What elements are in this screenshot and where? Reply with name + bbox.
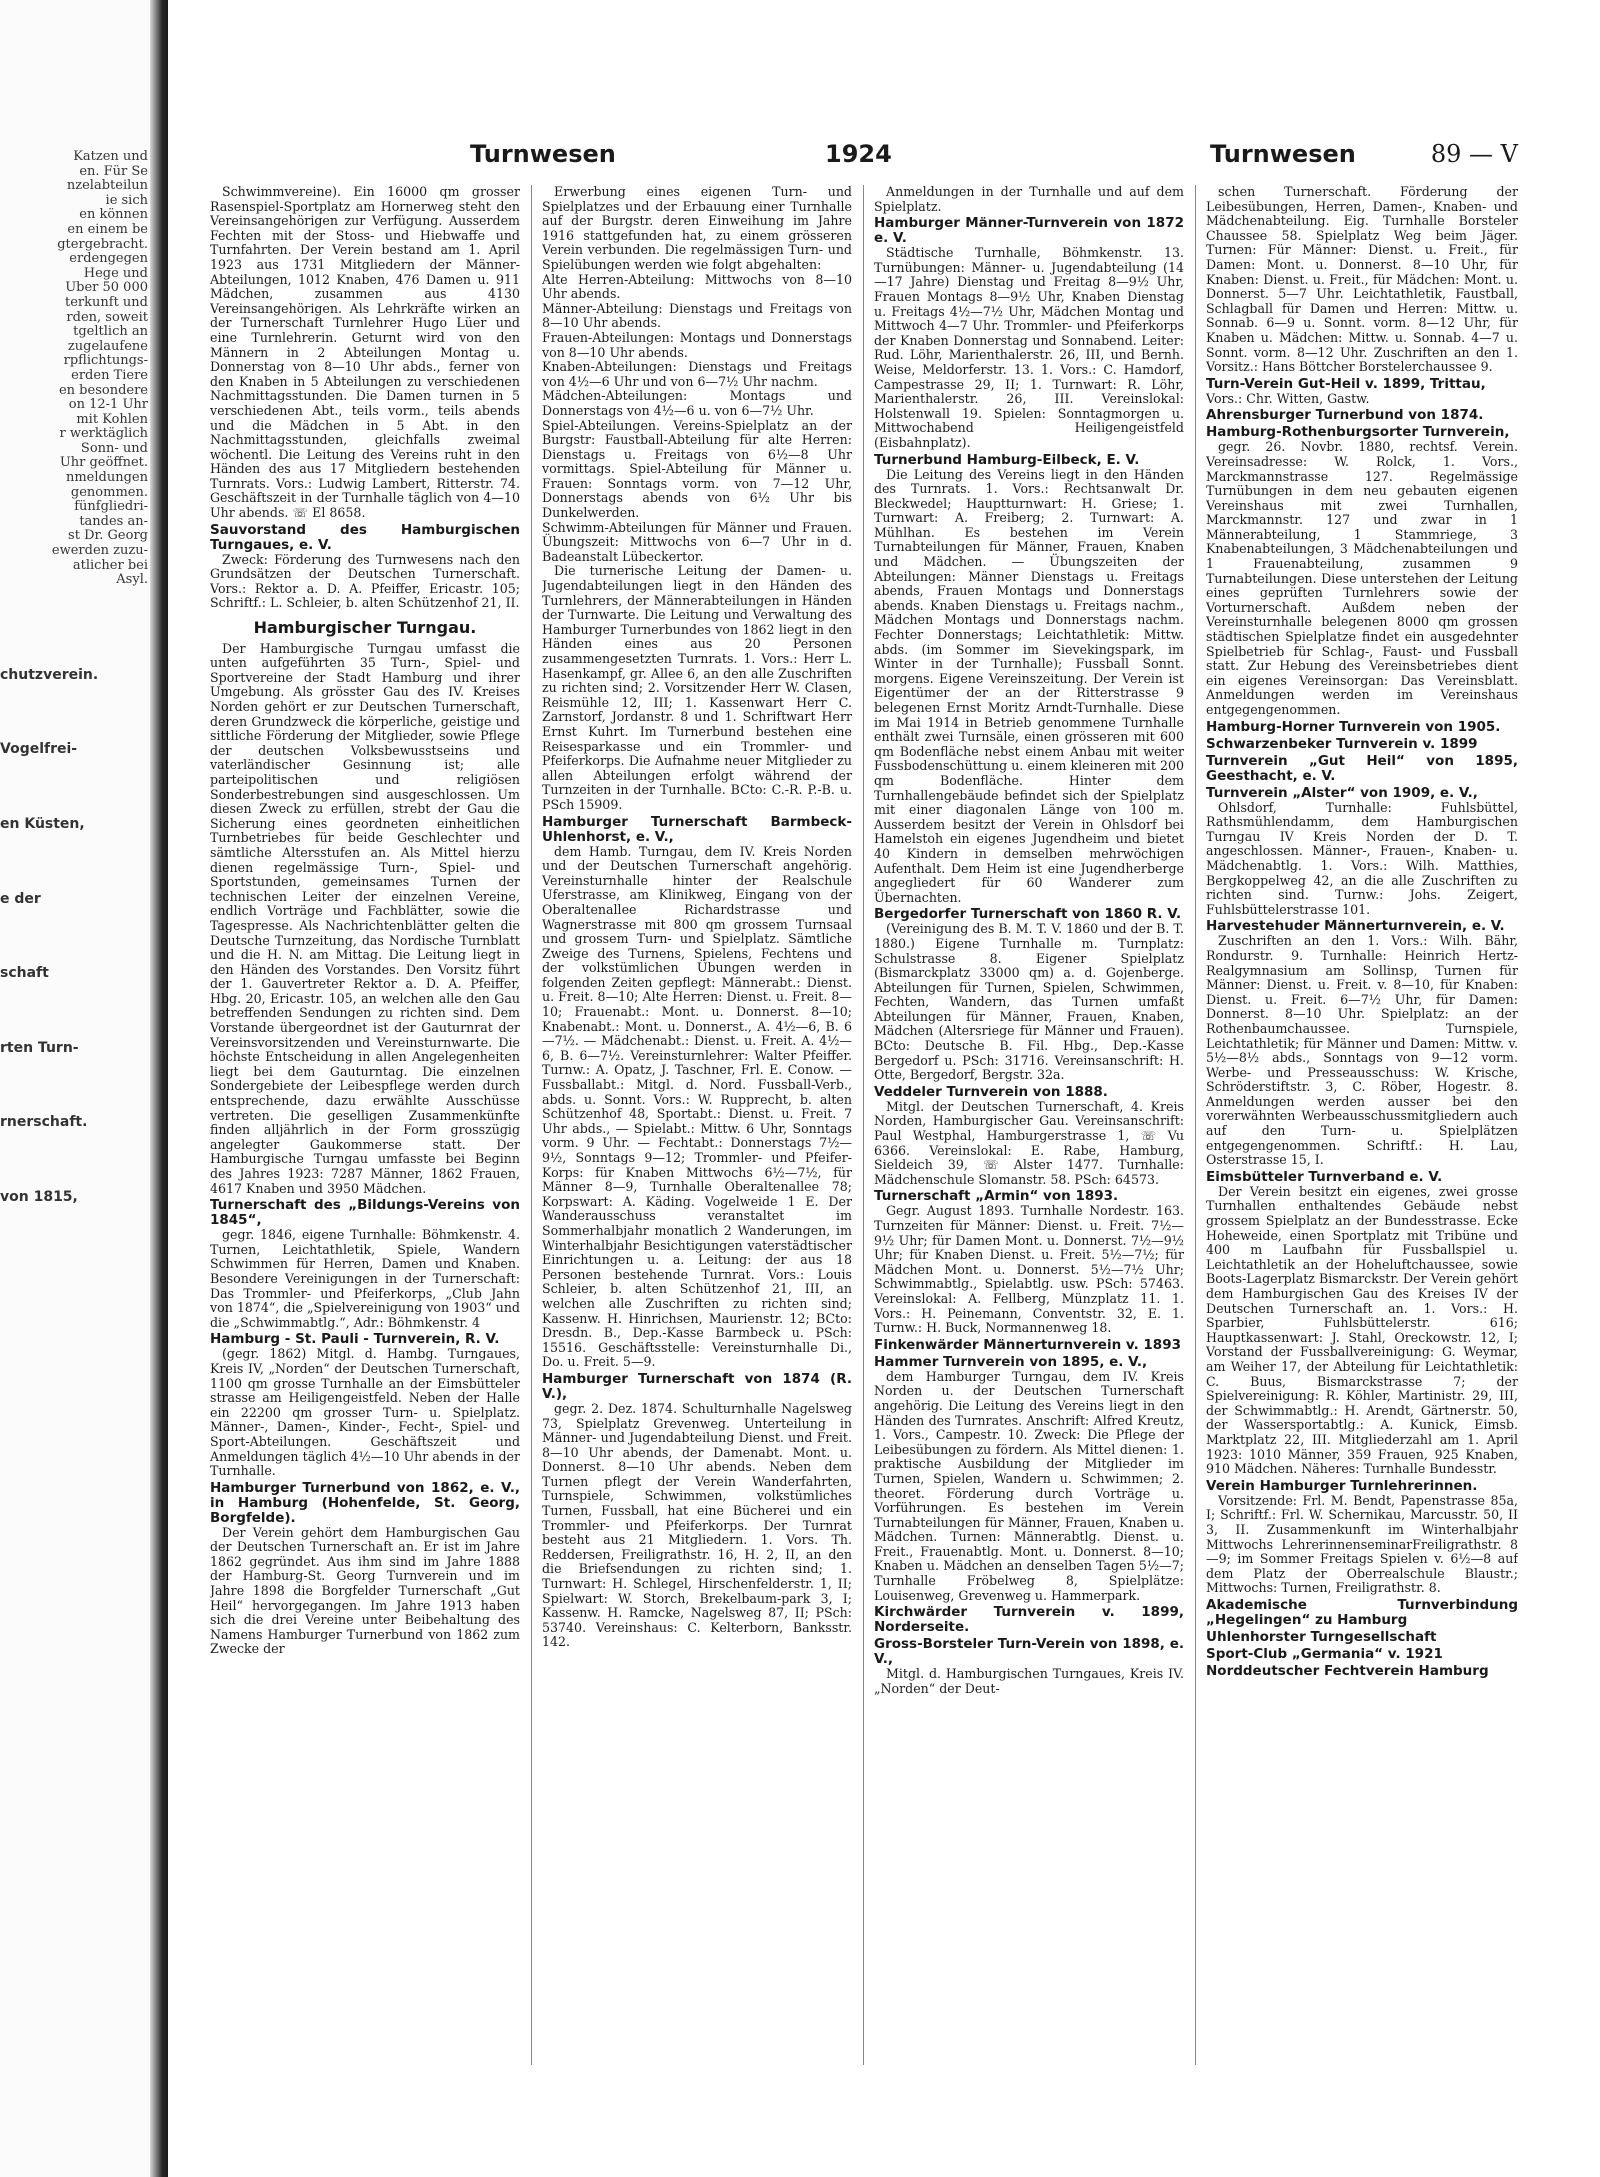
page-number: 89 — V: [1430, 140, 1518, 168]
gutter-line: Über 50 000: [65, 281, 148, 296]
gutter-line: tgeltlich an: [73, 325, 148, 340]
gutter-line: en können: [79, 208, 148, 223]
paragraph: Anmeldungen in der Turnhalle und auf dem Spielplatz.: [874, 185, 1184, 214]
book-spine-shadow: [150, 0, 168, 2177]
paragraph: gegr. 26. Novbr. 1880, rechtsf. Verein. Vereinsadresse: W. Rolck, 1. Vors., Marckmannstrasse 127. Regelmässige Turnübungen in dem neu gebauten eigenen Vereinshaus mit zwei Turnhallen, Marckmannstr. 127 und zwar in 1 Männerabteilung, 1 Stammriege, 3 Knabenabteilungen, 3 Mädchenabteilungen und 1 Frauenabteilung, zusammen 9 Turnabteilungen. Diese unterstehen der Leitung eines geprüften Turnlehrers sowie der Vorturnerschaft. Außdem neben der Vereinsturnhalle belegenen 8000 qm grossen städtischen Spielplatze findet ein ausgedehnter Spielbetrieb für Schlag-, Faust- und Fussball statt. Zur Hebung des Vereinsbetriebes dient ein eigenes Vereinsorgan: Das Vereinsblatt. Anmeldungen werden im Vereinshaus entgegengenommen.: [1206, 439, 1518, 717]
gutter-line: nmeldungen: [65, 471, 148, 486]
club-heading: Turn-Verein Gut-Heil v. 1899, Trittau,: [1206, 375, 1486, 392]
paragraph: gegr. 2. Dez. 1874. Schulturnhalle Nagelsweg 73, Spielplatz Grevenweg. Unterteilung in Männer- und Jugendabteilung Dienst. und Freit. 8—10 Uhr abends, der Damenabt. Mont. u. Donnerst. 8—10 Uhr abends. Neben dem Turnen pflegt der Verein Wanderfahrten, Turnspiele, Schwimmen, volkstümliches Turnen, Fussball, hat eine Bücherei und ein Trommler- und Pfeiferkorps. Der Turnrat besteht aus 21 Mitgliedern. 1. Vors. Th. Reddersen, Freiligrathstr. 16, H. 2, II, an den die Briefsendungen zu richten sind; 1. Turnwart: H. Schlegel, Hirschenfelderstr. 1, II; Spielwart: W. Storch, Brekelbaum-park 3, I; Kassenw. H. Ramcke, Nagelsweg 87, II; PSch: 53740. Vereinshaus: C. Kelterborn, Banksstr. 142.: [542, 1400, 852, 1650]
column-divider: [1195, 185, 1196, 2065]
paragraph: gegr. 1846, eigene Turnhalle: Böhmkenstr. 4. Turnen, Leichtathletik, Spiele, Wandern Schwimmen für Herren, Damen und Knaben. Besondere Vereinigungen in der Turnerschaft: Das Trommler- und Pfeiferkorps, „Club Jahn von 1874“, die „Spielvereinigung von 1903“ und die „Schwimmabtlg.“, Adr.: Böhmkenstr. 4: [210, 1227, 520, 1330]
gutter-line: Uhr geöffnet.: [59, 456, 148, 471]
club-heading: Harvestehuder Männerturnverein, e. V.: [1206, 918, 1505, 935]
gutter-line: mit Kohlen: [76, 412, 148, 427]
club-heading: Uhlenhorster Turngesellschaft: [1206, 1628, 1437, 1645]
gutter-heading: Vogelfrei-: [0, 742, 78, 757]
gutter-line: erden Tiere: [71, 368, 148, 383]
paragraph: Zweck: Förderung des Turnwesens nach den Grundsätzen der Deutschen Turnerschaft. Vors.: Rektor a. D. A. Pfeiffer, Ericastr. 105; Schriftf.: L. Schleier, b. alten Schützenhof 21, II.: [210, 551, 520, 611]
gutter-line: erdengegen: [69, 252, 148, 267]
gutter-line: Hege und: [83, 266, 148, 281]
paragraph: Ohlsdorf, Turnhalle: Fuhlsbüttel, Rathsmühlendamm, dem Hamburgischen Turngau IV Kreis Norden der D. T. angeschlossen. Männer-, Frauen-, Knaben- u. Mädchenabtlg. 1. Vors.: Wilh. Matthies, Bergkoppelweg 42, an die alle Zuschriften zu richten sind. Turnw.: Johs. Zeigert, Fuhlsbüttelerstrasse 101.: [1206, 799, 1518, 917]
club-heading: Hamburg-Horner Turnverein von 1905.: [1206, 718, 1501, 735]
club-heading: Sauvorstand des Hamburgischen Turngaues, e. V.: [210, 521, 520, 553]
gutter-line: fünfgliedri-: [74, 500, 148, 515]
club-heading: Turnerbund Hamburg-Eilbeck, E. V.: [874, 451, 1140, 468]
text-column-1: [210, 185, 520, 2065]
club-heading: Hammer Turnverein von 1895, e. V.,: [874, 1353, 1148, 1370]
paragraph: Der Verein besitzt ein eigenes, zwei grosse Turnhallen enthaltendes Gebäude nebst grossem Spielplatz an der Bundesstrasse. Ecke Hoheweide, einen Sportplatz mit Tribüne und 400 m Laufbahn für Fussballspiel u. Leichtathletik an der Hoheluftchaussee, sowie Boots-Lagerplatz Bismarckstr. Der Verein gehört dem Hamburgischen Gau des Kreises IV der Deutschen Turnerschaft an. 1. Vors.: H. Sparbier, Fuhlsbüttelerstr. 616; Hauptkassenwart: J. Stahl, Oreckowstr. 12, I; Vorstand der Fussballvereinigung: G. Weymar, am Weiher 17, der Abteilung für Leichtathletik: C. Buus, Bismarckstrasse 7; der Spielvereinigung: R. Köhler, Martinistr. 29, III, der Schwimmabtlg.: H. Arendt, Gärtnerstr. 50, der Wassersportabtlg.: A. Kunick, Eimsb. Marktplatz 22, III. Mitgliederzahl am 1. April 1923: 1010 Männer, 359 Frauen, 925 Knaben, 910 Mädchen. Näheres: Turnhalle Bundesstr.: [1206, 1183, 1518, 1477]
club-heading: Schwarzenbeker Turnverein v. 1899: [1206, 735, 1478, 752]
paragraph: Mitgl. d. Hamburgischen Turngaues, Kreis IV. „Norden“ der Deut-: [874, 1666, 1184, 1696]
gutter-line: on 12-1 Uhr: [68, 398, 148, 413]
paragraph: Mitgl. der Deutschen Turnerschaft, 4. Kreis Norden, Hamburgischer Gau. Vereinsanschrift: Paul Westphal, Hamburgerstrasse 1, ☏ Vu 6366. Vereinslokal: E. Rabe, Hamburg, Sieldeich 39, ☏ Alster 1477. Turnhalle: Mädchenschule Slomanstr. 58. PSch: 64573.: [874, 1098, 1184, 1187]
paragraph: dem Hamb. Turngau, dem IV. Kreis Norden und der Deutschen Turnerschaft angehörig. Vereinsturnhalle hinter der Realschule Uferstrasse, am Klinikweg, Eingang von der Oberaltenallee Richardstrasse und Wagnerstrasse mit 800 qm grossem Turnsaal und grossem Turn- und Spielplatz. Sämtliche Zweige des Turnens, Spielens, Fechtens und der volkstümlichen Übungen werden in folgenden Zeiten gepflegt: Männerabt.: Dienst. u. Freit. 8—10; Alte Herren: Dienst. u. Freit. 8—10; Frauenabt.: Mont. u. Donnerst. 8—10; Knabenabt.: Mont. u. Donnerst., A. 4½—6, B. 6—7½. — Mädchenabt.: Dienst. u. Freit. A. 4½—6, B. 6—7½. Vereinsturnlehrer: Walter Pfeiffer. Turnw.: A. Opatz, J. Taschner, Frl. E. Conow. — Fussballabt.: Mitgl. d. Nord. Fussball-Verb., abds. u. Sonnt. Vors.: W. Rupprecht, b. alten Schützenhof 48, Sportabt.: Dienst. u. Freit. 7 Uhr abds., — Spielabt.: Mittw. 6 Uhr, Sonntags vorm. 9 Uhr. — Fechtabt.: Donnerstags 7½—9½, Sonntags 9—12; Trommler- und Pfeifer-Korps: für Knaben Mittwochs 6½—7½, für Männer 8—9, Turnhalle Oberaltenallee 78; Korpswart: A. Käding. Vogelweide 1 E. Der Wanderausschuss veranstaltet im Sommerhalbjahr monatlich 2 Wanderungen, im Winterhalbjahr Besichtigungen vaterstädtischer Einrichtungen u. a. Leitung: der aus 18 Personen bestehende Turnrat. Vors.: Louis Schleier, b. alten Schützenhof 21, III, an welchen alle Zuschriften zu richten sind; Kassenw. H. Hinrichsen, Maurienstr. 12; BCto: Dresdn. B., Dep.-Kasse Barmbeck u. PSch: 15516. Geschäftsstelle: Vereinsturnhalle Di., Do. u. Freit. 5—9.: [542, 843, 852, 1370]
club-heading: Veddeler Turnverein von 1888.: [874, 1083, 1108, 1100]
gutter-heading: rnerschaft.: [0, 1115, 88, 1130]
paragraph: Frauen-Abteilungen: Montags und Donnerstags von 8—10 Uhr abends.: [542, 329, 852, 360]
paragraph: (gegr. 1862) Mitgl. d. Hambg. Turngaues, Kreis IV, „Norden“ der Deutschen Turnerschaft, 1100 qm grosse Turnhalle an der Eimsbütteler strasse am Heiligengeistfeld. Neben der Halle ein 22200 qm grosser Turn- u. Spielplatz. Männer-, Damen-, Kinder-, Fecht-, Spiel- und Sport-Abteilungen. Geschäftszeit und Anmeldungen täglich 4½—10 Uhr abends in der Turnhalle.: [210, 1346, 520, 1479]
paragraph: (Vereinigung des B. M. T. V. 1860 und der B. T. 1880.) Eigene Turnhalle m. Turnplatz: Schulstrasse 8. Eigener Spielplatz (Bismarckplatz 33000 qm) a. d. Gojenberge. Abteilungen für Turnen, Spielen, Schwimmen, Fechten, Wandern, das Turnen umfaßt Abteilungen für Männer, Frauen, Knaben, Mädchen (Altersriege für Männer und Frauen). BCto: Deutsche B. Fil. Hbg., Dep.-Kasse Bergedorf u. PSch: 31716. Vereinsanschrift: H. Otte, Bergedorf, Bergstr. 32a.: [874, 921, 1184, 1083]
gutter-heading: chutzverein.: [0, 667, 99, 683]
gutter-line: en besondere: [58, 383, 148, 398]
gutter-line: Sonn- und: [80, 441, 148, 456]
gutter-line: en einem be: [67, 222, 148, 237]
club-heading: Turnverein „Alster“ von 1909, e. V.,: [1206, 784, 1478, 801]
gutter-heading: rten Turn-: [0, 1040, 79, 1056]
gutter-line: rden, soweit: [66, 310, 148, 325]
club-heading: Kirchwärder Turnverein v. 1899, Norderseite.: [874, 1604, 1184, 1636]
paragraph: Knaben-Abteilungen: Dienstags und Freitags von 4½—6 Uhr und von 6—7½ Uhr nachm.: [542, 359, 852, 389]
gutter-line: en. Für Se: [79, 164, 148, 179]
gutter-heading: von 1815,: [0, 1189, 78, 1205]
club-heading: Gross-Borsteler Turn-Verein von 1898, e. V.,: [874, 1636, 1184, 1668]
section-heading: Hamburgischer Turngau.: [253, 618, 477, 638]
paragraph: Männer-Abteilung: Dienstags und Freitags von 8—10 Uhr abends.: [542, 300, 852, 331]
paragraph: schen Turnerschaft. Förderung der Leibesübungen, Herren, Damen-, Knaben- und Mädchenabteilung. Eig. Turnhalle Borsteler Chaussee 58. Spielplatz Weg beim Jäger. Turnen: Für Männer: Dienst. u. Freit., für Damen: Mont. u. Donnerst. 8—10 Uhr, für Knaben: Dienst. u. Freit., für Mädchen: Mont. u. Donnerst. 5—7 Uhr. Leichtathletik, Faustball, Schlagball für Damen und Herren: Mittw. u. Sonnab. 6—9 u. Sonnt. vorm. 8—12 Uhr, für Knaben u. Mädchen: Mittw. u. Sonnab. 4—7 u. Sonnt. vorm. 8—12 Uhr. Zuschriften an den 1. Vorsitz.: Hans Böttcher Borstelerchaussee 9.: [1206, 185, 1518, 375]
club-heading: Hamburger Männer-Turnverein von 1872 e. V.: [874, 215, 1184, 247]
gutter-line: zugelaufene: [67, 339, 148, 354]
text-column-2: [542, 185, 852, 2065]
club-heading: Sport-Club „Germania“ v. 1921: [1206, 1645, 1443, 1662]
text-column-3: [874, 185, 1184, 2065]
club-heading: Hamburg-Rothenburgsorter Turnverein,: [1206, 424, 1510, 441]
paragraph: Mädchen-Abteilungen: Montags und Donnerstags von 4½—6 u. von 6—7½ Uhr.: [542, 388, 852, 418]
paragraph: Schwimm-Abteilungen für Männer und Frauen. Übungszeit: Mittwochs von 6—7 Uhr in d. Badeanstalt Lübeckertor.: [542, 519, 852, 564]
gutter-heading: schaft: [0, 966, 49, 981]
column-divider: [531, 185, 532, 2065]
paragraph: Die Leitung des Vereins liegt in den Händen des Turnrats. 1. Vors.: Rechtsanwalt Dr. Bleckwedel; Hauptturnwart: H. Griese; 1. Turnwart: A. Freiberg; 2. Turnwart: A. Mühlhan. Es bestehen im Verein Turnabteilungen für Männer, Frauen, Knaben und Mädchen. — Übungszeiten der Abteilungen: Männer Dienstags u. Freitags abends, Frauen Montags und Donnerstags abends. Knaben Dienstags u. Freitags nachm., Mädchen Montags und Donnerstags nachm. Fechter Donnerstags; Leichtathletik: Mittw. abds. (im Sommer im Sievekingspark, im Winter in der Turnhalle); Fussball Sonnt. morgens. Eigene Vereinszeitung. Der Verein ist Eigentümer der an der Ritterstrasse 9 belegenen Ernst Moritz Arndt-Turnhalle. Diese im Mai 1914 in Betrieb genommene Turnhalle enthält zwei Turnsäle, einen grösseren mit 600 qm Bodenfläche nebst einem Anbau mit weiter Fussbodenschüttung u. einem kleineren mit 200 qm Bodenfläche. Hinter dem Turnhallengebäude befindet sich der Spielplatz mit einer diagonalen Länge von 100 m. Ausserdem besitzt der Verein in Ohlsdorf bei Hamelstoh ein eigenes Jugendheim und bietet 40 Kindern in demselben mehrwöchigen Aufenthalt. Dem Heim ist eine Jugendherberge angegliedert für 60 Wanderer zum Übernachten.: [874, 466, 1184, 905]
gutter-line: atlicher bei: [72, 558, 148, 573]
paragraph: Die turnerische Leitung der Damen- u. Jugendabteilungen liegt in den Händen des Turnlehrers, der Männerabteilungen in Händen der Turnwarte. Die Leitung und Verwaltung des Hamburger Turnerbundes von 1862 liegt in den Händen eines aus 20 Personen zusammengesetzten Turnrats. 1. Vors.: Herr L. Hasenkampf, gr. Allee 6, an den alle Zuschriften zu richten sind; 2. Vorsitzender Herr W. Clasen, Reismühle 12, III; 1. Kassenwart Herr C. Zarnstorf, Jordanstr. 8 und 1. Schriftwart Herr Ernst Kuhrt. Im Turnerbund bestehen eine Reisesparkasse und ein Trommler- und Pfeiferkorps. Die Aufnahme neuer Mitglieder zu allen Abteilungen erfolgt während der Turnzeiten in der Turnhalle. BCto: C.-R. P.-B. u. PSch 15909.: [542, 563, 852, 812]
paragraph: Städtische Turnhalle, Böhmkenstr. 13. Turnübungen: Männer- u. Jugendabteilung (14—17 Jahre) Dienstag und Freitag 8—9½ Uhr, Frauen Montags 8—9½ Uhr, Knaben Dienstag u. Freitags 4½—7½ Uhr, Mädchen Montag und Mittwoch 4—7 Uhr. Trommler- und Pfeiferkorps der Knaben Donnerstag und Sonnabend. Leiter: Rud. Löhr, Marienthalerstr. 26, III, und Bernh. Weise, Meldorferstr. 13. 1. Vors.: C. Hamdorf, Campestrasse 29, II; 1. Turnwart: R. Löhr, Marienthalerstr. 26, III. Vereinslokal: Holstenwall 19. Spielen: Sonntagmorgen u. Mittwochabend Heiligengeistfeld (Eisbahnplatz).: [874, 245, 1184, 450]
column-divider: [863, 185, 864, 2065]
paragraph: Erwerbung eines eigenen Turn- und Spielplatzes und der Erbauung einer Turnhalle auf der Burgstr. deren Einweihung im Jahre 1916 stattgefunden hat, zu einem grösseren Verein verbunden. Die regelmässigen Turn- und Spielübungen werden wie folgt abgehalten:: [542, 185, 852, 272]
club-heading: Akademische Turnverbindung „Hegelingen“ zu Hamburg: [1206, 1596, 1518, 1628]
paragraph: Gegr. August 1893. Turnhalle Nordestr. 163. Turnzeiten für Männer: Dienst. u. Freit. 7½—9½ Uhr; für Damen Mont. u. Donnerst. 7½—9½ Uhr; für Knaben Dienst. u. Freit. 5½—7½; für Mädchen Mont. u. Donnerst. 5½—7½ Uhr; Schwimmabtlg., Spielabtlg. usw. PSch: 57463. Vereinslokal: A. Fellberg, Münzplatz 11. 1. Vors.: H. Peinemann, Conventstr. 32, E. 1. Turnw.: H. Buck, Normannenweg 18.: [874, 1203, 1184, 1336]
gutter-line: tandes an-: [79, 514, 148, 529]
gutter-line: ie sich: [105, 193, 148, 208]
club-heading: Turnerschaft „Armin“ von 1893.: [874, 1188, 1119, 1205]
club-heading: Bergedorfer Turnerschaft von 1860 R. V.: [874, 906, 1182, 923]
paragraph: Vors.: Chr. Witten, Gastw.: [1206, 390, 1370, 406]
gutter-line: rpflichtungs-: [63, 354, 148, 369]
adjacent-page-text: [0, 150, 148, 1205]
paragraph: Der Hamburgische Turngau umfasst die unten aufgeführten 35 Turn-, Spiel- und Sportvereine der Stadt Hamburg und ihrer Umgebung. Als grösster Gau des IV. Kreises Norden gehört er zur Deutschen Turnerschaft, deren Grundzweck die körperliche, geistige und sittliche Förderung der Mitglieder, sowie Pflege der deutschen Volksbewusstseins und vaterländischer Gesinnung ist; alle parteipolitischen und religiösen Sonderbestrebungen sind ausgeschlossen. Um diesen Zweck zu erfüllen, strebt der Gau die Sicherung eines geordneten einheitlichen Turnbetriebes für beide Geschlechter und sämtliche Altersstufen an. Als Mittel hierzu dienen regelmässige Turn-, Spiel- und Sportstunden, gemeinsames Turnen der technischen Leiter der einzelnen Vereine, endlich Vorträge und Fachblätter, sowie die Tagespresse. Als Nachrichtenblätter gelten die Deutsche Turnzeitung, das Nordische Turnblatt und die H. N. am Mittag. Die Leitung liegt in den Händen des Vorstandes. Den Vorsitz führt der 1. Gauvertreter Rektor a. D. A. Pfeiffer, Hbg. 20, Ericastr. 105, an welchen alle den Gau betreffenden Sendungen zu richten sind. Dem Vorstande übergeordnet ist der Gauturnrat der Vereinsvorsitzenden und Vereinsturnwarte. Die höchste Entscheidung in allen Angelegenheiten liegt bei dem Gauturntag. Die einzelnen Sondergebiete der Leibespflege werden durch entsprechende, dazu erwählte Ausschüsse vertreten. Die geselligen Zusammenkünfte finden alljährlich in der Form grosszügig angelegter Gaukommerse statt. Der Hamburgische Turngau umfasste bei Beginn des Jahres 1923: 7287 Männer, 1862 Frauen, 4617 Knaben und 3950 Mädchen.: [210, 640, 520, 1196]
gutter-line: terkunft und: [65, 295, 148, 310]
club-heading: Hamburger Turnerbund von 1862, e. V., in Hamburg (Hohenfelde, St. Georg, Borgfelde).: [210, 1479, 520, 1526]
page-header: [210, 140, 1540, 180]
club-heading: Hamburger Turnerschaft von 1874 (R. V.),: [542, 1370, 852, 1402]
text-column-4: [1206, 185, 1518, 2065]
gutter-line: Katzen und: [73, 150, 148, 164]
header-year: 1924: [825, 140, 892, 168]
gutter-line: gtergebracht.: [57, 237, 148, 252]
club-heading: Verein Hamburger Turnlehrerinnen.: [1206, 1477, 1478, 1494]
paragraph: dem Hamburger Turngau, dem IV. Kreis Norden u. der Deutschen Turnerschaft angehörig. Die Leitung des Vereins liegt in den Händen des Turnrates. Anschrift: Alfred Kreutz, 1. Vors., Campestr. 10. Zweck: Die Pflege der Leibesübungen zu fördern. Als Mittel dienen: 1. praktische Ausbildung der Mitglieder im Turnen, Spielen, Wandern u. Schwimmen; 2. theoret. Förderung durch Vorträge u. Vorführungen. Es bestehen im Verein Turnabteilungen für Männer, Frauen, Knaben u. Mädchen. Turnen: Männerabtlg. Dienst. u. Freit., Frauenabtlg. Mont. u. Donnerst. 8—10; Knaben u. Mädchen an denselben Tagen 5½—7; Turnhalle Fröbelweg 8, Spielplätze: Louisenweg, Grevenweg u. Hammerpark.: [874, 1368, 1184, 1603]
gutter-line: genommen.: [70, 485, 148, 500]
club-heading: Finkenwärder Männerturnverein v. 1893: [874, 1336, 1181, 1353]
gutter-heading: en Küsten,: [0, 817, 85, 832]
gutter-line: nzelabteilun: [66, 179, 148, 194]
club-heading: Eimsbütteler Turnverband e. V.: [1206, 1168, 1443, 1185]
paragraph: Zuschriften an den 1. Vors.: Wilh. Bähr, Rondurstr. 9. Turnhalle: Heinrich Hertz-Realgymnasium am Sollinsp, Turnen für Männer: Dienst. u. Freit. v. 8—10, für Knaben: Dienst. u. Freit. 6—7½ Uhr, für Damen: Donnerst. 8—10 Uhr. Spielplatz: an der Rothenbaumchaussee. Turnspiele, Leichtathletik; für Männer und Damen: Mittw. v. 5½—8½ abds., Sonntags von 9—12 vorm. Werbe- und Presseausschuss: W. Krische, Schröderstiftstr. 3, C. Röber, Hogestr. 8. Anmeldungen werden ausser bei den vorerwähnten Werbeausschussmitgliedern auch auf den Turn- u. Spielplätzen entgegengenommen. Schriftf.: H. Lau, Osterstrasse 15, I.: [1206, 933, 1518, 1168]
club-heading: Ahrensburger Turnerbund von 1874.: [1206, 407, 1484, 424]
paragraph: Vorsitzende: Frl. M. Bendt, Papenstrasse 85a, I; Schriftf.: Frl. W. Schernikau, Marcusstr. 50, II 3, II. Zusammenkunft im Winterhalbjahr Mittwochs LehrerinnenseminarFreiligrathstr. 8—9; im Sommer Freitags Spielen v. 6½—8 auf dem Platz der Oberrealschule Blaustr.; Mittwochs: Turnen, Freiligrathstr. 8.: [1206, 1492, 1518, 1596]
header-left-title: Turnwesen: [470, 140, 616, 168]
gutter-line: st Dr. Georg: [68, 529, 148, 544]
adjacent-page-gutter: [0, 0, 168, 2177]
paragraph: Der Verein gehört dem Hamburgischen Gau der Deutschen Turnerschaft an. Er ist im Jahre 1862 gegründet. Aus ihm sind im Jahre 1888 der Hamburg-St. Georg Turnverein und im Jahre 1898 die Borgfelder Turnerschaft „Gut Heil“ hervorgegangen. Im Jahre 1913 haben sich die drei Vereine unter Beibehaltung des Namens Hamburger Turnerbund von 1862 zum Zwecke der: [210, 1524, 520, 1657]
header-right-title: Turnwesen: [1210, 140, 1356, 168]
paragraph: Spiel-Abteilungen. Vereins-Spielplatz an der Burgstr: Faustball-Abteilung für alte Herren: Dienstags u. Freitags von 6½—8 Uhr vormittags. Spiel-Abteilung für Männer u. Frauen: Sonntags vorm. von 7—12 Uhr, Donnerstags abends von 6½ Uhr bis Dunkelwerden.: [542, 417, 852, 521]
gutter-heading: e der: [0, 891, 41, 907]
gutter-line: ewerden zuzu-: [51, 544, 148, 559]
paragraph: Alte Herren-Abteilung: Mittwochs von 8—10 Uhr abends.: [542, 271, 852, 302]
paragraph: Schwimmvereine). Ein 16000 qm grosser Rasenspiel-Sportplatz am Hornerweg steht den Vereinsangehörigen zur Verfügung. Ausserdem Fechten mit der Stoss- und Hiebwaffe und Turnfahrten. Der Verein bestand am 1. April 1923 aus 1731 Mitgliedern der Männer-Abteilungen, 1012 Knaben, 476 Damen u. 911 Mädchen, zusammen aus 4130 Vereinsangehörigen. Als Lehrkräfte wirken an der Turnerschaft Turnlehrer Hugo Lüer und eine Turnlehrerin. Geturnt wird von den Männern in 2 Abteilungen Montag u. Donnerstag von 8—10 Uhr abds., ferner von den Knaben in 5 Abteilungen zu verschiedenen Nachmittagsstunden. Die Damen turnen in 5 verschiedenen Abt., teils vorm., teils abends und die Mädchen in 5 Abt. in den Nachmittagsstunden, gleichfalls zweimal wöchentl. Die Leitung des Vereins ruht in den Händen des aus 17 Mitgliedern bestehenden Turnrats. Vors.: Ludwig Lambert, Ritterstr. 74. Geschäftszeit in der Turnhalle täglich von 4—10 Uhr abends. ☏ El 8658.: [210, 185, 520, 521]
club-heading: Turnerschaft des „Bildungs-Vereins von 1845“,: [210, 1197, 520, 1229]
gutter-line: Asyl.: [116, 573, 148, 588]
club-heading: Hamburg - St. Pauli - Turnverein, R. V.: [210, 1331, 500, 1348]
club-heading: Norddeutscher Fechtverein Hamburg: [1206, 1662, 1489, 1679]
club-heading: Turnverein „Gut Heil“ von 1895, Geesthacht, e. V.: [1206, 752, 1518, 784]
club-heading: Hamburger Turnerschaft Barmbeck-Uhlenhorst, e. V.,: [542, 813, 852, 845]
newspaper-page: [210, 130, 1540, 2080]
gutter-line: r werktäglich: [59, 427, 148, 442]
